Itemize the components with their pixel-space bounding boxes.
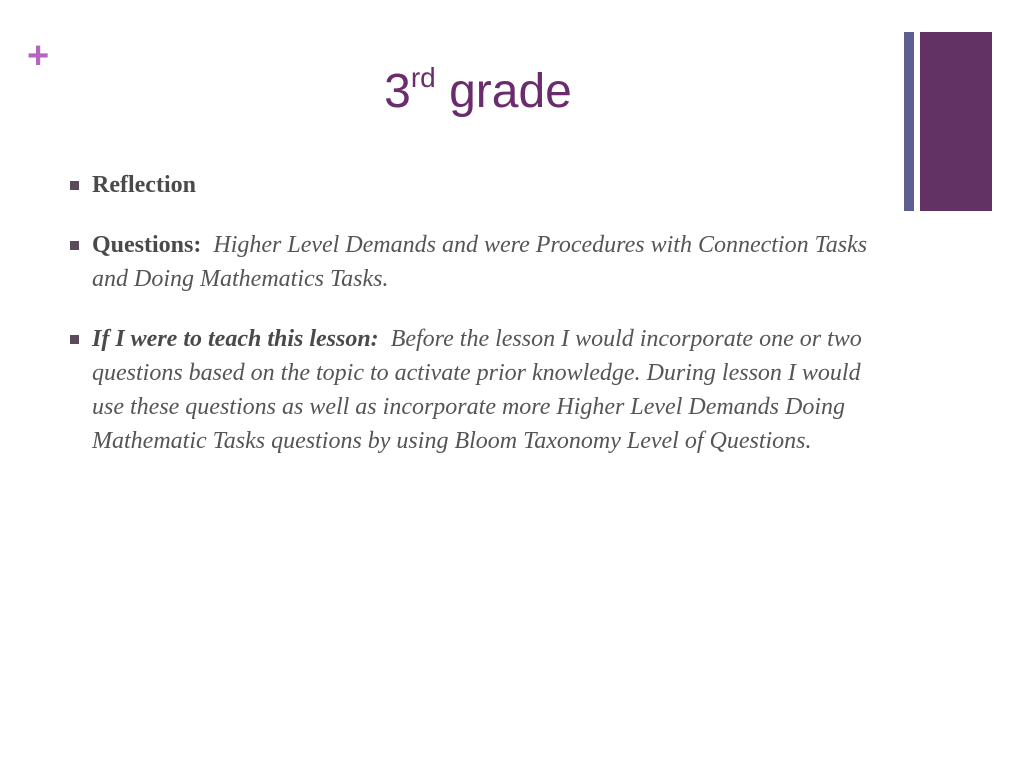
slide-title [0,60,956,124]
square-bullet-icon [70,335,79,344]
bullet-list [70,168,890,484]
title-superscript: rd [410,62,436,93]
bullet-item-teach-lesson [70,322,890,458]
square-bullet-icon [70,241,79,250]
bullet-body: Higher Level Demands and were Procedures with Connection Tasks and Doing Mathematics Tasks. [92,232,868,292]
bullet-item-reflection [70,168,890,202]
bullet-lead: Reflection [92,172,196,198]
square-bullet-icon [70,181,79,190]
bullet-body: Before the lesson I would incorporate one or two questions based on the topic to activate prior knowledge. During lesson I would use these questions as well as incorporate more Higher Level Demands Doing Mathematic Tasks questions by using Bloom Taxonomy Level of Questions. [92,326,862,454]
decorative-bar-wide [920,32,992,211]
plus-icon: + [27,35,50,77]
decorative-bar-thin [904,32,914,211]
title-number: 3 [384,65,411,118]
bullet-item-questions [70,228,890,296]
bullet-lead: Questions: [92,232,202,258]
title-text: grade [435,65,572,118]
bullet-lead: If I were to teach this lesson: [92,326,379,352]
